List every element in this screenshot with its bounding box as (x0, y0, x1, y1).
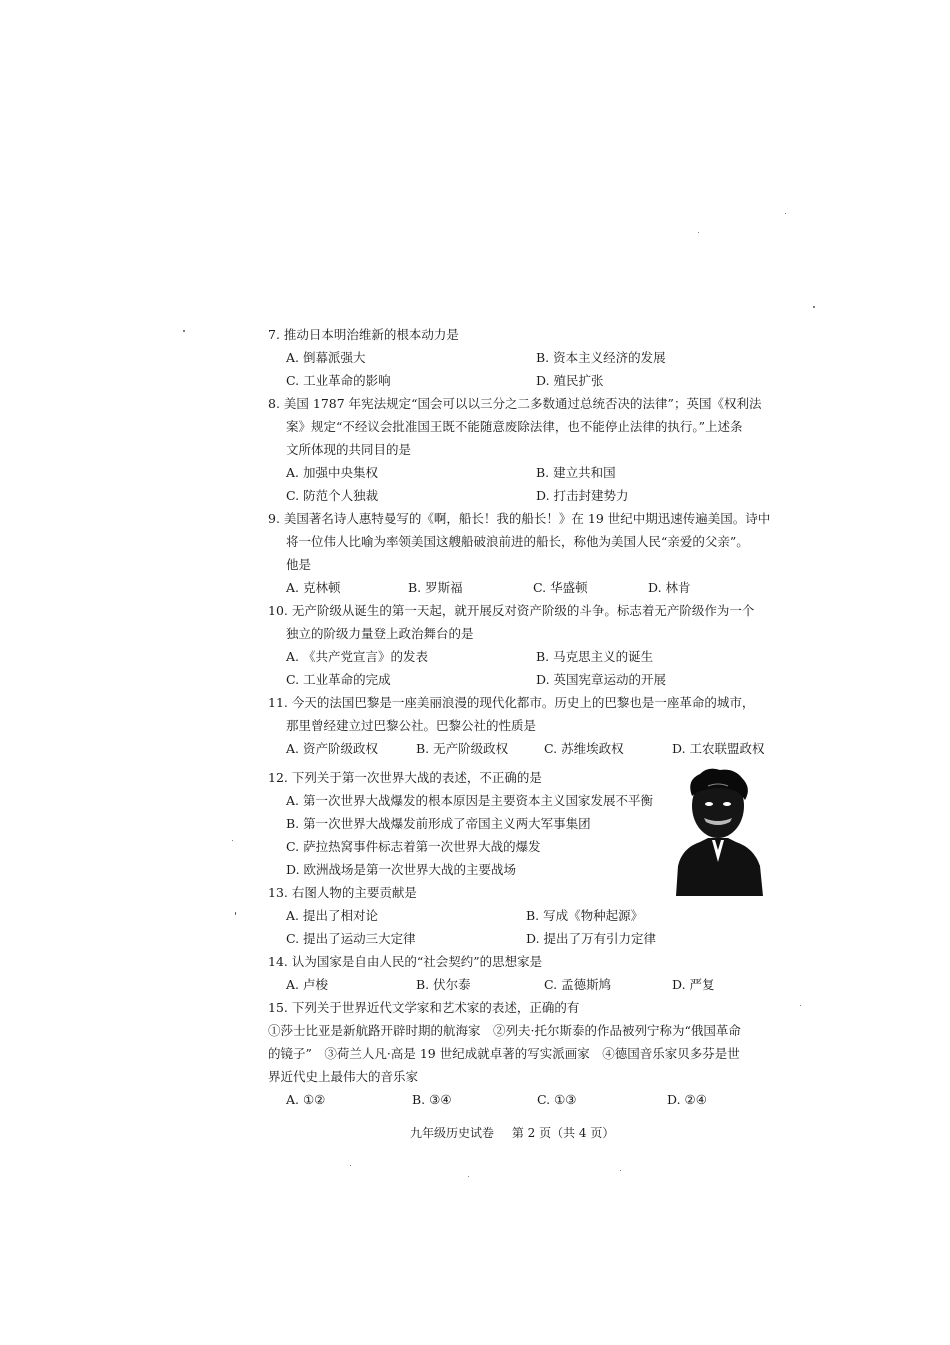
scan-speck (232, 840, 233, 841)
question-stem: 案》规定“不经议会批准国王既不能随意废除法律，也不能停止法律的执行。”上述条 (286, 419, 743, 434)
option-a: A. 第一次世界大战爆发的根本原因是主要资本主义国家发展不平衡 (286, 793, 653, 808)
question-9 (268, 507, 771, 599)
option-c: C. 孟德斯鸠 (544, 977, 612, 992)
option-b: B. 写成《物种起源》 (526, 908, 644, 923)
question-stem: 13. 右图人物的主要贡献是 (268, 885, 417, 900)
question-8 (268, 392, 768, 507)
question-list (268, 323, 771, 1111)
options (268, 576, 768, 599)
question-stem: 他是 (286, 557, 312, 572)
question-stem: 7. 推动日本明治维新的根本动力是 (268, 327, 459, 342)
options (268, 346, 768, 392)
scan-speck (235, 912, 236, 915)
question-7 (268, 323, 768, 392)
option-b: B. ③④ (412, 1092, 452, 1107)
option-a: A. ①② (286, 1092, 326, 1107)
option-a: A. 提出了相对论 (286, 908, 378, 923)
question-12 (268, 766, 768, 881)
option-d: D. 打击封建势力 (536, 488, 629, 503)
option-c: C. 苏维埃政权 (544, 741, 624, 756)
option-b: B. 伏尔泰 (416, 977, 471, 992)
option-c: C. 华盛顿 (533, 580, 588, 595)
options (268, 461, 768, 507)
question-stem: 文所体现的共同目的是 (286, 442, 412, 457)
question-stem: ①莎士比亚是新航路开辟时期的航海家 ②列夫·托尔斯泰的作品被列宁称为“俄国革命 (268, 1023, 741, 1038)
option-a: A. 加强中央集权 (286, 465, 378, 480)
scan-speck (183, 330, 185, 332)
option-b: B. 建立共和国 (536, 465, 616, 480)
option-b: B. 罗斯福 (408, 580, 463, 595)
option-b: B. 第一次世界大战爆发前形成了帝国主义两大军事集团 (286, 816, 591, 831)
scan-speck (698, 232, 699, 233)
options (268, 973, 768, 996)
option-d: D. 英国宪章运动的开展 (536, 672, 667, 687)
question-stem: 那里曾经建立过巴黎公社。巴黎公社的性质是 (286, 718, 537, 733)
exam-name: 九年级历史试卷 (410, 1126, 495, 1140)
option-a: A. 《共产党宣言》的发表 (286, 649, 428, 664)
question-stem: 11. 今天的法国巴黎是一座美丽浪漫的现代化都市。历史上的巴黎也是一座革命的城市， (268, 695, 755, 710)
question-stem: 15. 下列关于世界近代文学家和艺术家的表述，正确的有 (268, 1000, 580, 1015)
option-c: C. ①③ (537, 1092, 577, 1107)
options (268, 1088, 768, 1111)
question-stem: 12. 下列关于第一次世界大战的表述，不正确的是 (268, 770, 542, 785)
page-footer (410, 1124, 628, 1141)
scan-speck (350, 1165, 351, 1166)
options (268, 645, 768, 691)
option-d: D. 提出了万有引力定律 (526, 931, 657, 946)
question-stem: 将一位伟人比喻为率领美国这艘船破浪前进的船长，称他为美国人民“亲爱的父亲”。 (286, 534, 749, 549)
option-c: C. 工业革命的影响 (286, 373, 391, 388)
option-c: C. 萨拉热窝事件标志着第一次世界大战的爆发 (286, 839, 541, 854)
option-b: B. 马克思主义的诞生 (536, 649, 654, 664)
options (268, 904, 768, 950)
option-d: D. 林肯 (648, 580, 691, 595)
question-stem: 8. 美国 1787 年宪法规定“国会可以以三分之二多数通过总统否决的法律”；英国《权利法 (268, 396, 762, 411)
option-d: D. 严复 (672, 977, 715, 992)
question-stem: 的镜子” ③荷兰人凡·高是 19 世纪成就卓著的写实派画家 ④德国音乐家贝多芬是世 (268, 1046, 740, 1061)
scan-speck (813, 306, 815, 308)
option-c: C. 防范个人独裁 (286, 488, 379, 503)
option-c: C. 工业革命的完成 (286, 672, 391, 687)
scan-speck (468, 1176, 469, 1177)
question-15 (268, 996, 768, 1111)
option-a: A. 倒幕派强大 (286, 350, 366, 365)
question-stem: 14. 认为国家是自由人民的“社会契约”的思想家是 (268, 954, 543, 969)
option-c: C. 提出了运动三大定律 (286, 931, 416, 946)
scan-speck (620, 1170, 621, 1171)
option-b: B. 资本主义经济的发展 (536, 350, 666, 365)
option-d: D. 工农联盟政权 (672, 741, 765, 756)
scan-speck (785, 213, 786, 214)
page-info: 第 2 页（共 4 页） (511, 1126, 615, 1140)
option-d: D. 殖民扩张 (536, 373, 604, 388)
option-a: A. 卢梭 (286, 977, 328, 992)
question-14 (268, 950, 768, 996)
option-d: D. 欧洲战场是第一次世界大战的主要战场 (286, 862, 517, 877)
question-stem: 独立的阶级力量登上政治舞台的是 (286, 626, 474, 641)
options (268, 737, 768, 760)
scan-speck (800, 1005, 801, 1006)
question-11 (268, 691, 768, 760)
option-a: A. 克林顿 (286, 580, 341, 595)
question-stem: 10. 无产阶级从诞生的第一天起，就开展反对资产阶级的斗争。标志着无产阶级作为一个 (268, 603, 755, 618)
question-10 (268, 599, 768, 691)
question-stem: 9. 美国著名诗人惠特曼写的《啊，船长！我的船长！》在 19 世纪中期迅速传遍美国。诗中 (268, 511, 771, 526)
option-b: B. 无产阶级政权 (416, 741, 509, 756)
option-a: A. 资产阶级政权 (286, 741, 378, 756)
portrait-image (668, 766, 768, 896)
question-stem: 界近代史上最伟大的音乐家 (268, 1069, 419, 1084)
option-d: D. ②④ (667, 1092, 707, 1107)
